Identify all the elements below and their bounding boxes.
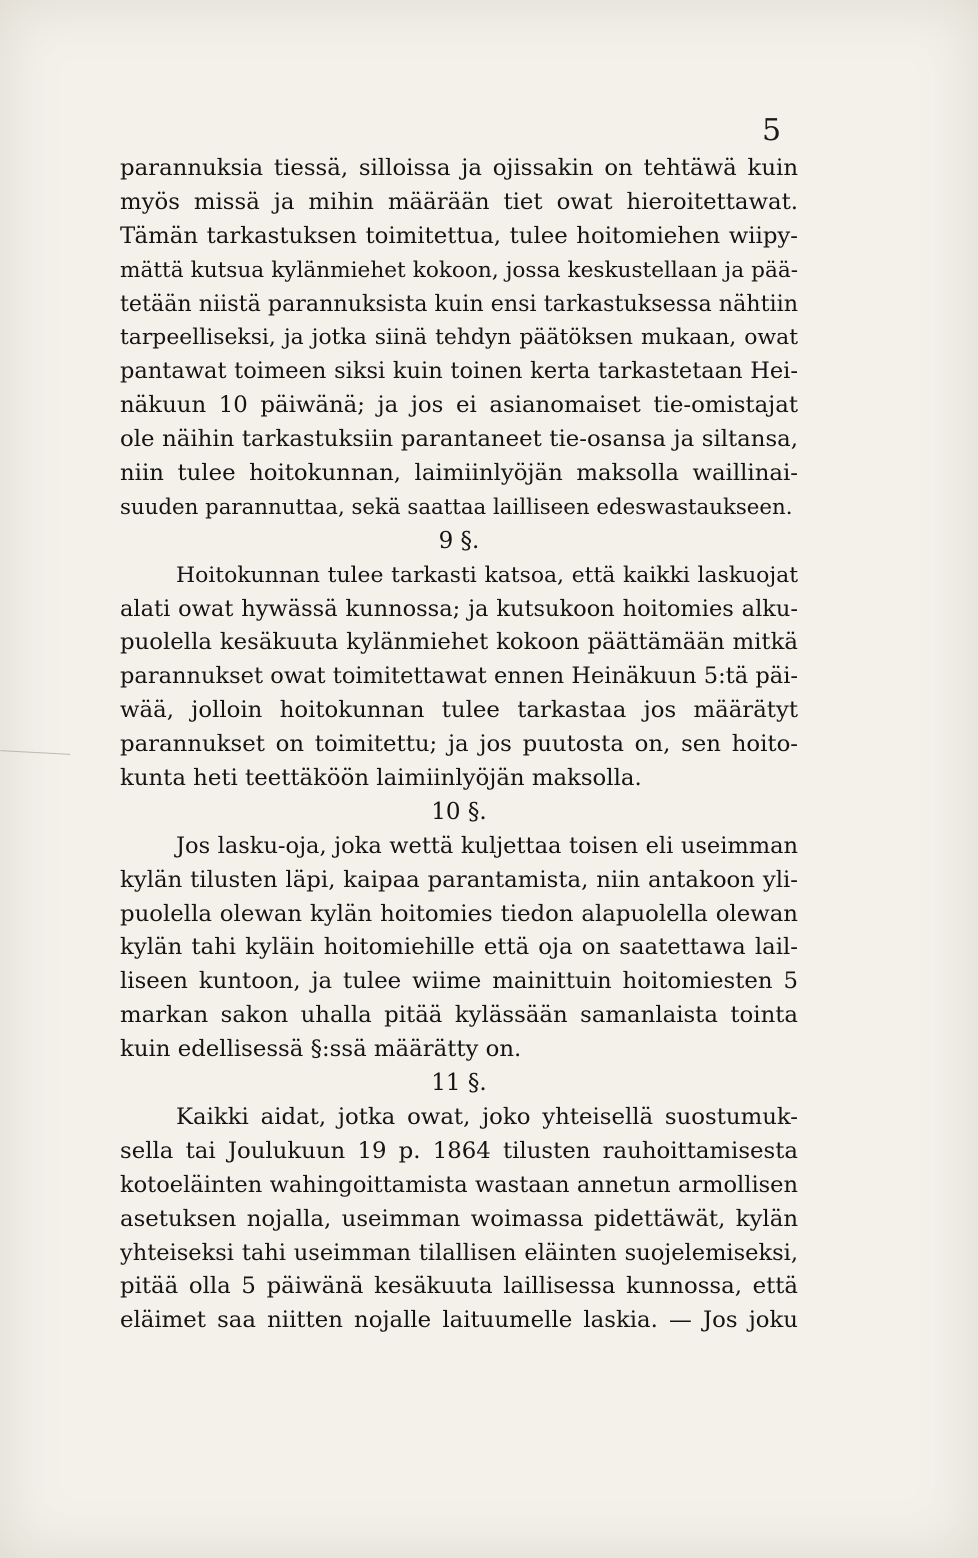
margin-mark [0, 750, 70, 769]
text-line: markan sakon uhalla pitää kylässään samanlaista tointa [120, 1002, 798, 1029]
text-line: suuden parannuttaa, sekä saattaa lailliseen edeswastaukseen. [120, 494, 793, 520]
text-line: mättä kutsua kylänmiehet kokoon, jossa keskustellaan ja pää- [120, 257, 798, 283]
text-line: Jos lasku-oja, joka wettä kuljettaa toisen eli useimman [176, 832, 798, 859]
text-line: tetään niistä parannuksista kuin ensi tarkastuksessa nähtiin [120, 290, 798, 317]
text-line: kunta heti teettäköön laimiinlyöjän maksolla. [120, 765, 642, 792]
text-line: alati owat hywässä kunnossa; ja kutsukoon hoitomies alku- [120, 595, 798, 622]
page-number: 5 [762, 113, 782, 148]
text-line: parannuksia tiessä, silloissa ja ojissakin on tehtäwä kuin [120, 155, 798, 181]
text-line: parannukset on toimitettu; ja jos puutosta on, sen hoito- [120, 731, 798, 758]
text-line: pitää olla 5 päiwänä kesäkuuta laillisessa kunnossa, että [120, 1273, 798, 1300]
text-line: Kaikki aidat, jotka owat, joko yhteisellä suostumuk- [176, 1103, 798, 1130]
section-11-text [120, 1101, 798, 1338]
text-line: parannukset owat toimitettawat ennen Heinäkuun 5:tä päi- [120, 663, 798, 690]
text-line: myös missä ja mihin määrään tiet owat hieroitettawat. [120, 188, 798, 215]
text-line: asetuksen nojalla, useimman woimassa pidettäwät, kylän [120, 1205, 798, 1232]
section-9-text [120, 559, 798, 796]
paragraph-continued [120, 152, 798, 525]
section-heading-9: 9 §. [438, 527, 480, 554]
section-10-text [120, 830, 798, 1067]
text-line: kotoeläinten wahingoittamista wastaan annetun armollisen [120, 1171, 798, 1198]
text-line: Tämän tarkastuksen toimitettua, tulee hoitomiehen wiipy- [120, 222, 798, 249]
text-line: eläimet saa niitten nojalle laituumelle laskia. — Jos joku [120, 1307, 798, 1334]
section-heading-10: 10 §. [431, 798, 487, 825]
text-line: kylän tilusten läpi, kaipaa parantamista, niin antakoon yli- [120, 866, 798, 893]
body-text [120, 152, 798, 1338]
text-line: yhteiseksi tahi useimman tilallisen eläinten suojelemiseksi, [120, 1239, 798, 1266]
text-line: puolella kesäkuuta kylänmiehet kokoon päättämään mitkä [120, 629, 798, 656]
text-line: liseen kuntoon, ja tulee wiime mainittuin hoitomiesten 5 [120, 968, 798, 995]
text-line: wää, jolloin hoitokunnan tulee tarkastaa jos määrätyt [120, 697, 798, 724]
text-line: kuin edellisessä §:ssä määrätty on. [120, 1036, 522, 1063]
text-line: puolella olewan kylän hoitomies tiedon alapuolella olewan [120, 900, 798, 927]
text-line: pantawat toimeen siksi kuin toinen kerta tarkastetaan Hei- [120, 358, 798, 385]
text-line: niin tulee hoitokunnan, laimiinlyöjän maksolla waillinai- [120, 460, 798, 487]
text-line: tarpeelliseksi, ja jotka siinä tehdyn päätöksen mukaan, owat [120, 325, 798, 351]
section-heading-11: 11 §. [431, 1070, 487, 1097]
text-line: Hoitokunnan tulee tarkasti katsoa, että kaikki laskuojat [176, 562, 798, 588]
text-line: ole näihin tarkastuksiin parantaneet tie-osansa ja siltansa, [120, 426, 798, 453]
text-line: sella tai Joulukuun 19 p. 1864 tilusten rauhoittamisesta [120, 1137, 798, 1164]
text-line: näkuun 10 päiwänä; ja jos ei asianomaiset tie-omistajat [120, 392, 798, 419]
text-line: kylän tahi kyläin hoitomiehille että oja on saatettawa lail- [120, 934, 798, 961]
